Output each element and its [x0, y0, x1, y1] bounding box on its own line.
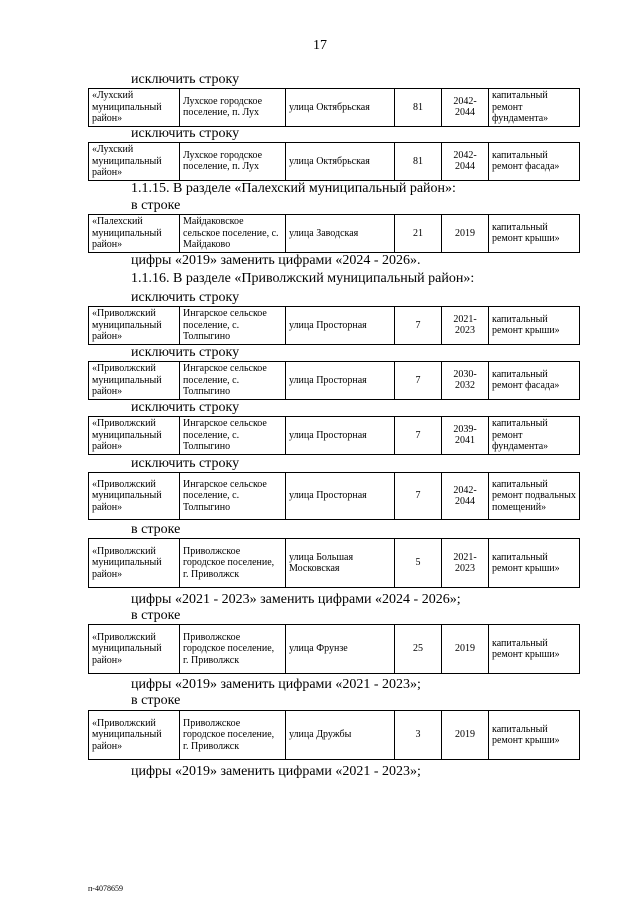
cell-house-number: 3 — [395, 711, 442, 760]
cell-district: «Палехский муниципальный район» — [89, 215, 180, 253]
cell-work-type: капитальный ремонт крыши» — [489, 539, 580, 588]
cell-district: «Приволжский муниципальный район» — [89, 711, 180, 760]
cell-period: 2021-2023 — [442, 307, 489, 345]
cell-street: улица Просторная — [286, 473, 395, 520]
cell-district: «Приволжский муниципальный район» — [89, 417, 180, 455]
table-row — [88, 538, 580, 588]
cell-settlement: Ингарское сельское поселение, с. Толпыгино — [180, 362, 286, 400]
page-number: 17 — [313, 38, 327, 53]
cell-district: «Приволжский муниципальный район» — [89, 307, 180, 345]
cell-period: 2042-2044 — [442, 473, 489, 520]
cell-house-number: 25 — [395, 625, 442, 674]
cell-house-number: 7 — [395, 473, 442, 520]
cell-district: «Приволжский муниципальный район» — [89, 473, 180, 520]
cell-settlement: Приволжское городское поселение, г. Приволжск — [180, 711, 286, 760]
cell-house-number: 5 — [395, 539, 442, 588]
cell-period: 2039-2041 — [442, 417, 489, 455]
cell-street: улица Октябрьская — [286, 143, 395, 181]
cell-district: «Приволжский муниципальный район» — [89, 362, 180, 400]
instruction-text: исключить строку — [131, 72, 240, 87]
table-row — [88, 306, 580, 345]
cell-street: улица Дружбы — [286, 711, 395, 760]
cell-street: улица Заводская — [286, 215, 395, 253]
cell-period: 2030-2032 — [442, 362, 489, 400]
instruction-text: исключить строку — [131, 290, 240, 305]
cell-street: улица Большая Московская — [286, 539, 395, 588]
cell-street: улица Просторная — [286, 417, 395, 455]
replacement-text: цифры «2019» заменить цифрами «2021 - 2023»; — [131, 764, 421, 779]
instruction-text: исключить строку — [131, 456, 240, 471]
instruction-text: в строке — [131, 608, 181, 623]
section-heading: 1.1.16. В разделе «Приволжский муниципальный район»: — [131, 271, 475, 286]
document-code: п-4078659 — [88, 884, 123, 893]
cell-settlement: Майдаковское сельское поселение, с. Майдаково — [180, 215, 286, 253]
instruction-text: в строке — [131, 198, 181, 213]
cell-settlement: Лухское городское поселение, п. Лух — [180, 89, 286, 127]
instruction-text: исключить строку — [131, 345, 240, 360]
cell-work-type: капитальный ремонт крыши» — [489, 711, 580, 760]
cell-period: 2019 — [442, 711, 489, 760]
table-row — [88, 142, 580, 181]
cell-work-type: капитальный ремонт фасада» — [489, 143, 580, 181]
cell-work-type: капитальный ремонт фундамента» — [489, 417, 580, 455]
cell-settlement: Ингарское сельское поселение, с. Толпыгино — [180, 473, 286, 520]
section-heading: 1.1.15. В разделе «Палехский муниципальный район»: — [131, 181, 456, 196]
instruction-text: исключить строку — [131, 400, 240, 415]
replacement-text: цифры «2019» заменить цифрами «2024 - 2026». — [131, 253, 421, 268]
table-row — [88, 416, 580, 455]
cell-work-type: капитальный ремонт фасада» — [489, 362, 580, 400]
cell-house-number: 81 — [395, 89, 442, 127]
table-row — [88, 624, 580, 674]
instruction-text: исключить строку — [131, 126, 240, 141]
cell-work-type: капитальный ремонт крыши» — [489, 625, 580, 674]
cell-settlement: Ингарское сельское поселение, с. Толпыгино — [180, 417, 286, 455]
cell-street: улица Октябрьская — [286, 89, 395, 127]
cell-district: «Приволжский муниципальный район» — [89, 625, 180, 674]
instruction-text: в строке — [131, 522, 181, 537]
cell-street: улица Просторная — [286, 362, 395, 400]
cell-house-number: 7 — [395, 362, 442, 400]
cell-work-type: капитальный ремонт крыши» — [489, 307, 580, 345]
cell-street: улица Просторная — [286, 307, 395, 345]
cell-period: 2021-2023 — [442, 539, 489, 588]
cell-house-number: 7 — [395, 307, 442, 345]
cell-period: 2042-2044 — [442, 89, 489, 127]
cell-house-number: 7 — [395, 417, 442, 455]
cell-period: 2042-2044 — [442, 143, 489, 181]
cell-settlement: Ингарское сельское поселение, с. Толпыгино — [180, 307, 286, 345]
cell-work-type: капитальный ремонт крыши» — [489, 215, 580, 253]
cell-house-number: 81 — [395, 143, 442, 181]
replacement-text: цифры «2019» заменить цифрами «2021 - 2023»; — [131, 677, 421, 692]
cell-settlement: Приволжское городское поселение, г. Приволжск — [180, 539, 286, 588]
cell-district: «Лухский муниципальный район» — [89, 143, 180, 181]
cell-work-type: капитальный ремонт подвальных помещений» — [489, 473, 580, 520]
table-row — [88, 472, 580, 520]
replacement-text: цифры «2021 - 2023» заменить цифрами «2024 - 2026»; — [131, 592, 461, 607]
cell-district: «Приволжский муниципальный район» — [89, 539, 180, 588]
table-row — [88, 710, 580, 760]
table-row — [88, 361, 580, 400]
cell-work-type: капитальный ремонт фундамента» — [489, 89, 580, 127]
cell-house-number: 21 — [395, 215, 442, 253]
cell-period: 2019 — [442, 215, 489, 253]
cell-district: «Лухский муниципальный район» — [89, 89, 180, 127]
cell-settlement: Лухское городское поселение, п. Лух — [180, 143, 286, 181]
cell-settlement: Приволжское городское поселение, г. Приволжск — [180, 625, 286, 674]
table-row — [88, 88, 580, 127]
table-row — [88, 214, 580, 253]
instruction-text: в строке — [131, 693, 181, 708]
cell-street: улица Фрунзе — [286, 625, 395, 674]
cell-period: 2019 — [442, 625, 489, 674]
